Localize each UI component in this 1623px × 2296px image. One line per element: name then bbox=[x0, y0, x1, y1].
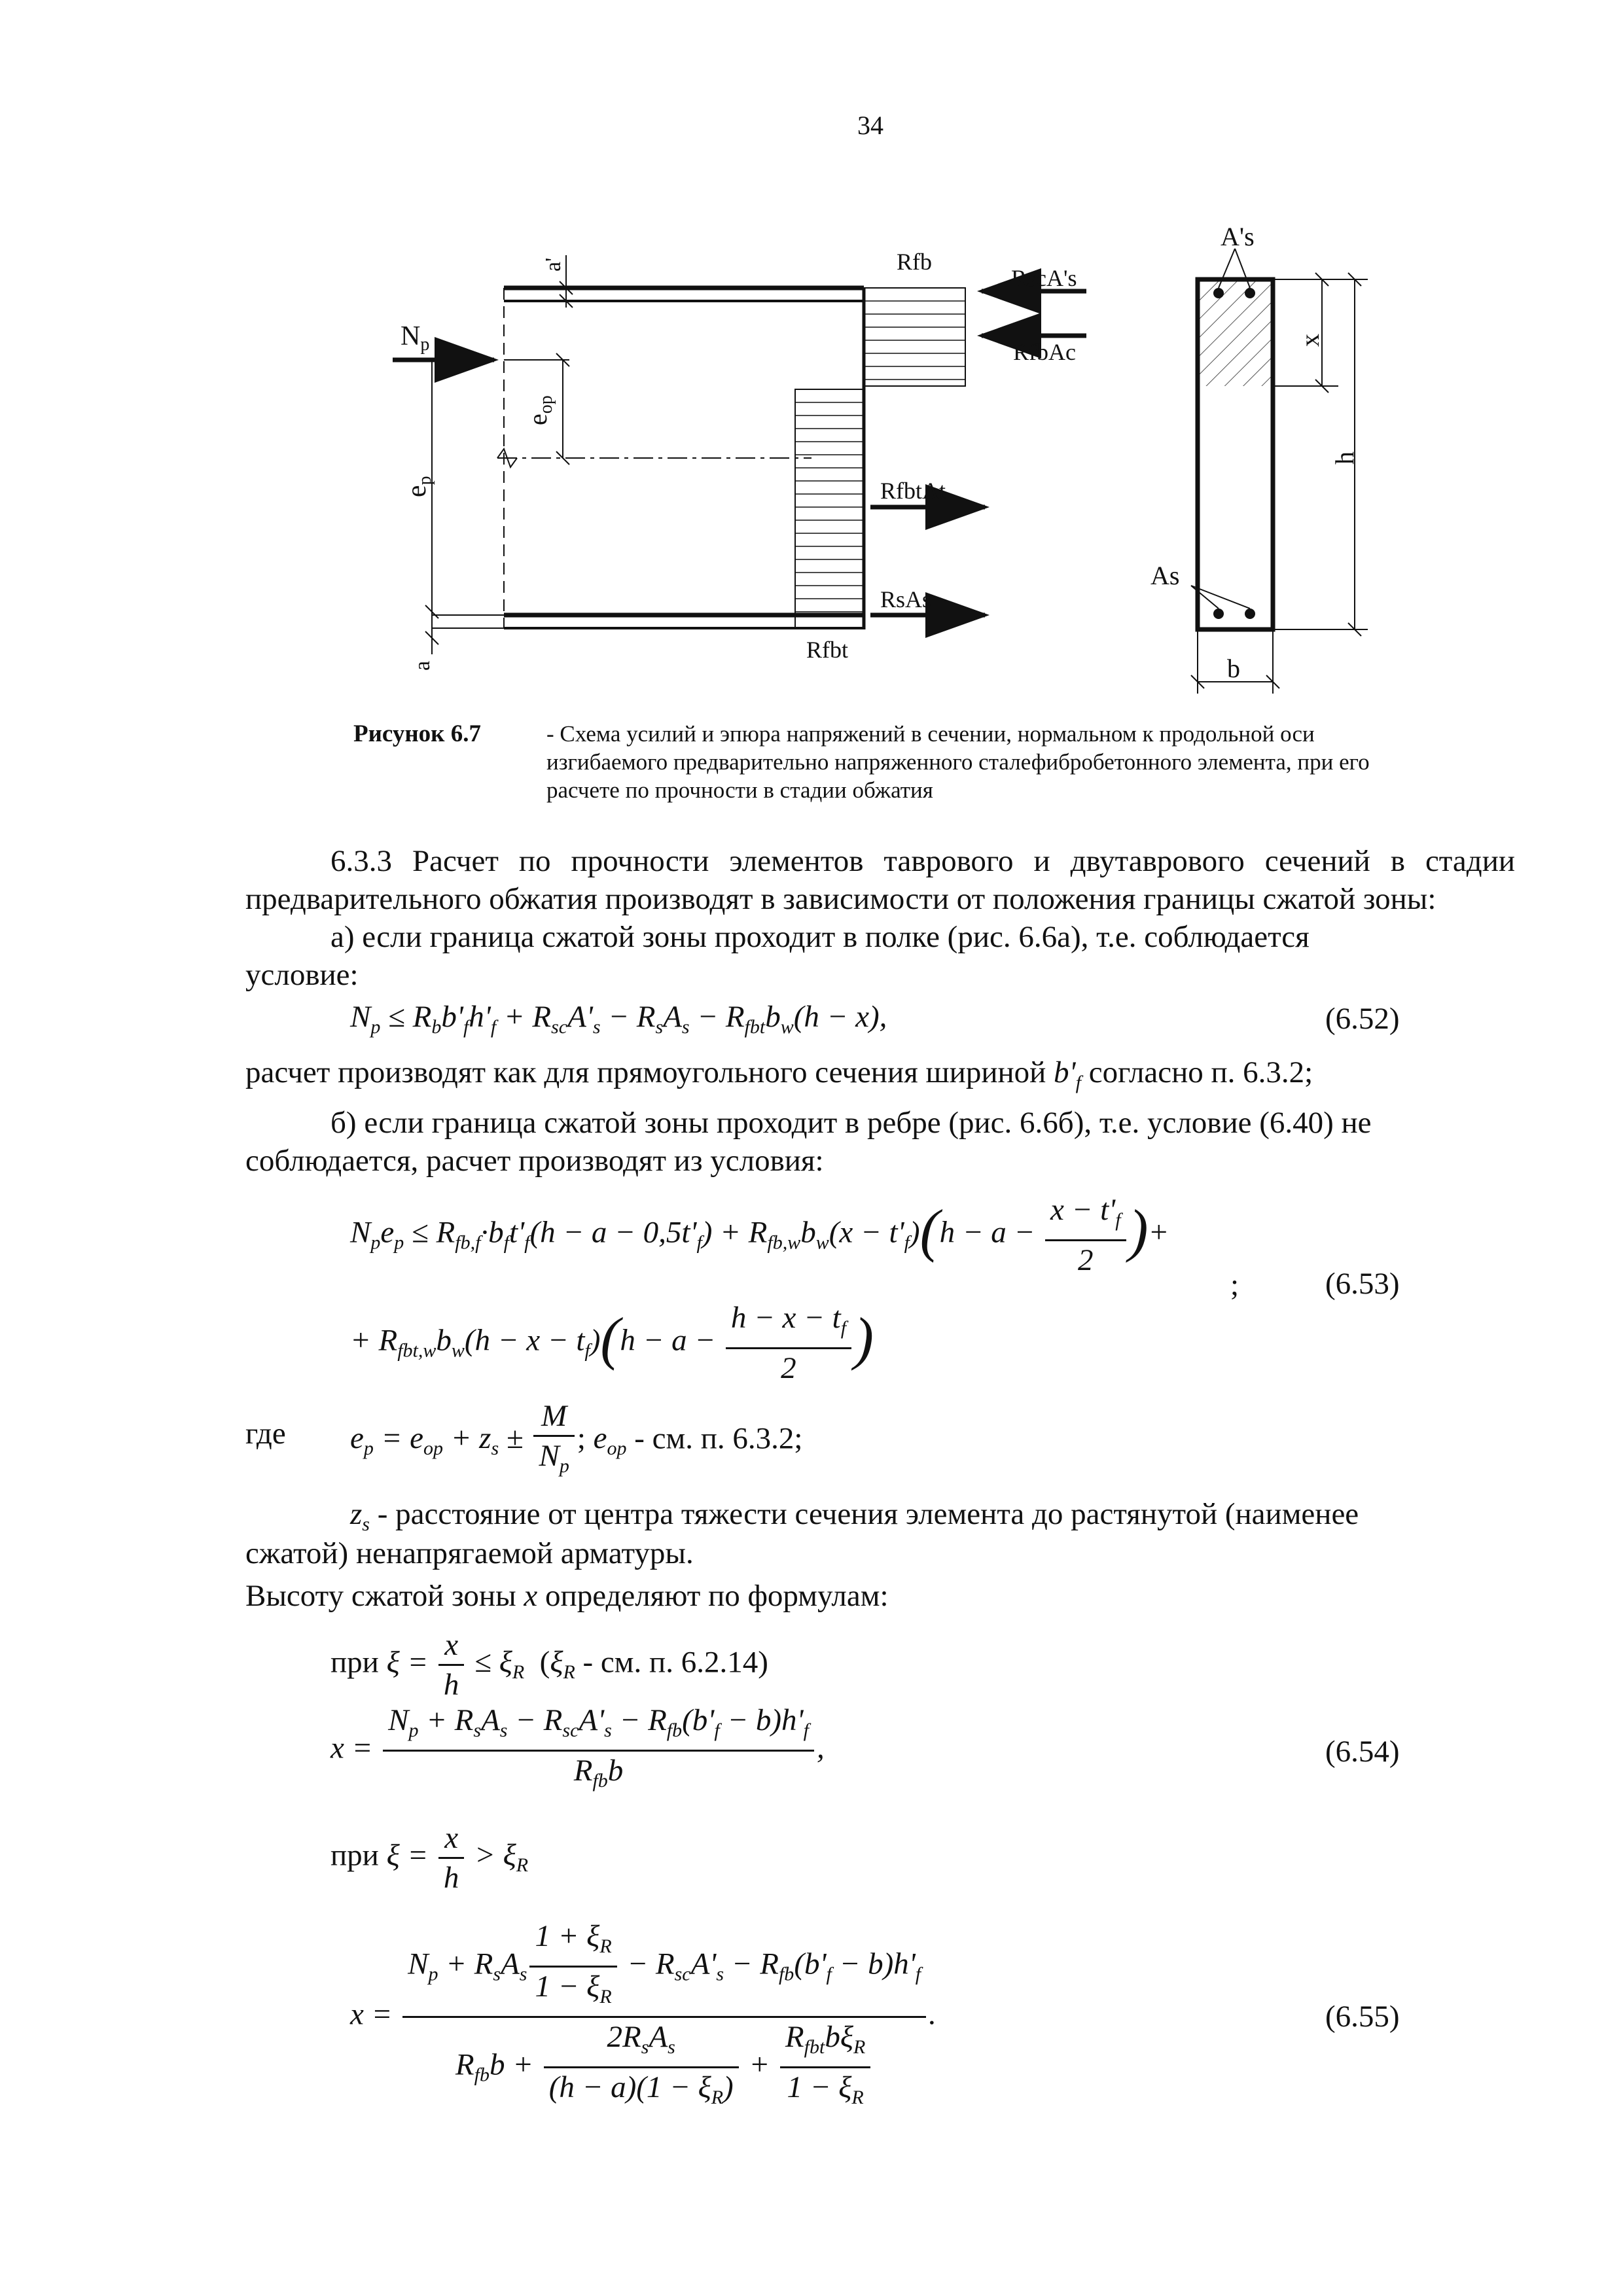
item-b-cont: соблюдается, расчет производят из условия: bbox=[245, 1144, 824, 1178]
beam-section bbox=[497, 288, 864, 629]
text-run: при bbox=[330, 1645, 379, 1680]
equation-6-53-line2: + $R_{fbt,w}b_w(h - x - t_f)(h - a$ − $\frac{h - x - t_f}{2}$ ) bbox=[350, 1299, 874, 1387]
text-run: - см. п. 6.3.2; bbox=[634, 1421, 803, 1456]
ep-definition: $e_p = e_{op} + z_s$ ± $\frac{M}{N_p}$ ; $e_{op}$ - см. п. 6.3.2; bbox=[350, 1397, 802, 1485]
item-b: б) если граница сжатой зоны проходит в ребре (рис. 6.6б), т.е. условие (6.40) не bbox=[330, 1106, 1372, 1140]
equation-number-6-52: (6.52) bbox=[1325, 1002, 1400, 1036]
item-a-cont: условие: bbox=[245, 958, 359, 992]
x-dim-label: x bbox=[1295, 334, 1325, 347]
text-run: расчет производят как для прямоугольного сечения шириной bbox=[245, 1055, 1046, 1089]
equation-6-52: $N_p \le R_bb'_fh'_f + R_{sc}A'_s - R_sA_s - R_{fbt}b_w(h - x)$, bbox=[350, 1000, 887, 1038]
as-label: As bbox=[1150, 561, 1180, 590]
h-dim-label: h bbox=[1330, 451, 1359, 465]
rsc-as-prime-label: RscA's bbox=[1011, 265, 1077, 291]
stress-diagram-compression bbox=[864, 288, 965, 386]
x-height-intro: Высоту сжатой зоны x определяют по формулам: bbox=[245, 1579, 889, 1613]
where-label: где bbox=[245, 1417, 286, 1451]
text-run: - расстояние от центра тяжести сечения элемента до растянутой (наименее bbox=[377, 1497, 1359, 1531]
equation-6-54: x = $\frac{N_p + R_sA_s - R_{sc}A'_s - R_{fb}(b'_f - b)h'_f}{R_{fb}b}$ , bbox=[330, 1701, 825, 1800]
cross-section bbox=[1191, 249, 1368, 694]
figure-caption-label: Рисунок 6.7 bbox=[353, 720, 481, 747]
equation-6-55: x = $N_p + R_sA_s$ $\frac{1 + \xi_R}{1 - \xi_R}$ − $R_{sc}A'_s - R_{fb}(b'_f - b)h'_f$ $R_{fb}b$ + $\frac{2R_sA_s}{(h - a)(1 - \xi_R)}$ + $\frac{R_{fbt}b\xi_R}{1 - \xi_R}$ . bbox=[350, 1917, 936, 2117]
item-a: а) если граница сжатой зоны проходит в полке (рис. 6.6а), т.е. соблюдается bbox=[330, 920, 1310, 954]
condition-2: при ξ = $\frac{x}{h}$ > $\xi_R$ bbox=[330, 1819, 528, 1897]
zs-definition: $z_s$ - расстояние от центра тяжести сечения элемента до растянутой (наименее bbox=[350, 1497, 1359, 1535]
np-label: Np bbox=[401, 321, 430, 355]
equation-6-53-line1: $N_pe_p \le R_{fb,f}\cdot b_ft'_f(h - a - 0,5t'_f) + R_{fb,w}b_w(x - t'_f)(h - a$ − $\frac{x - t'_f}{2}$ )+ bbox=[350, 1191, 1169, 1279]
a-prime-label: a' bbox=[541, 257, 565, 272]
eop-label: $e_{op}$ bbox=[523, 395, 556, 425]
rfb-label: Rfb bbox=[897, 249, 932, 275]
paragraph-6-3-3: 6.3.3 Расчет по прочности элементов таврового и двутаврового сечений в стадии предварительного обжатия производят в зависимости от положения границы сжатой зоны: bbox=[245, 844, 1515, 916]
rfbt-label: Rfbt bbox=[806, 637, 849, 663]
figure-caption-text: - Схема усилий и эпюра напряжений в сечении, нормальном к продольной оси изгибаемого предварительно напряженного сталефибробетонного элемента, при его расчете по прочности в стадии обжатия bbox=[546, 721, 1370, 803]
text-run: Высоту сжатой зоны bbox=[245, 1579, 516, 1613]
equation-number-6-53: (6.53) bbox=[1325, 1267, 1400, 1301]
rs-as-label: RsAs bbox=[880, 586, 932, 612]
stress-diagram-tension bbox=[795, 389, 864, 628]
b-dim-label: b bbox=[1227, 654, 1240, 683]
equation-number-6-54: (6.54) bbox=[1325, 1735, 1400, 1769]
equation-number-6-55: (6.55) bbox=[1325, 2000, 1400, 2034]
page-number: 34 bbox=[857, 111, 883, 140]
a-label: a bbox=[410, 660, 435, 671]
zs-definition-cont: сжатой) ненапрягаемой арматуры. bbox=[245, 1536, 694, 1570]
text-run: - см. п. 6.2.14) bbox=[582, 1645, 768, 1680]
condition-1: при ξ = $\frac{x}{h}$ ≤ $\xi_R$ ($\xi_R$ - см. п. 6.2.14) bbox=[330, 1626, 768, 1704]
ep-label: ep bbox=[402, 476, 435, 497]
rfb-ac-label: RfbAc bbox=[1013, 339, 1076, 365]
semicolon: ; bbox=[1230, 1268, 1240, 1302]
as-prime-label: A's bbox=[1221, 222, 1255, 251]
text-run: определяют по формулам: bbox=[545, 1579, 889, 1613]
text-run: согласно п. 6.3.2; bbox=[1088, 1055, 1313, 1089]
bf-prime-symbol: $b'_f$ bbox=[1054, 1055, 1081, 1093]
paragraph-rect-section bbox=[245, 1053, 1313, 1102]
text-run: при bbox=[330, 1838, 379, 1873]
force-arrows bbox=[393, 291, 1086, 615]
rfbt-at-label: RfbtAt bbox=[880, 478, 946, 504]
figure-6-7 bbox=[0, 0, 1623, 720]
